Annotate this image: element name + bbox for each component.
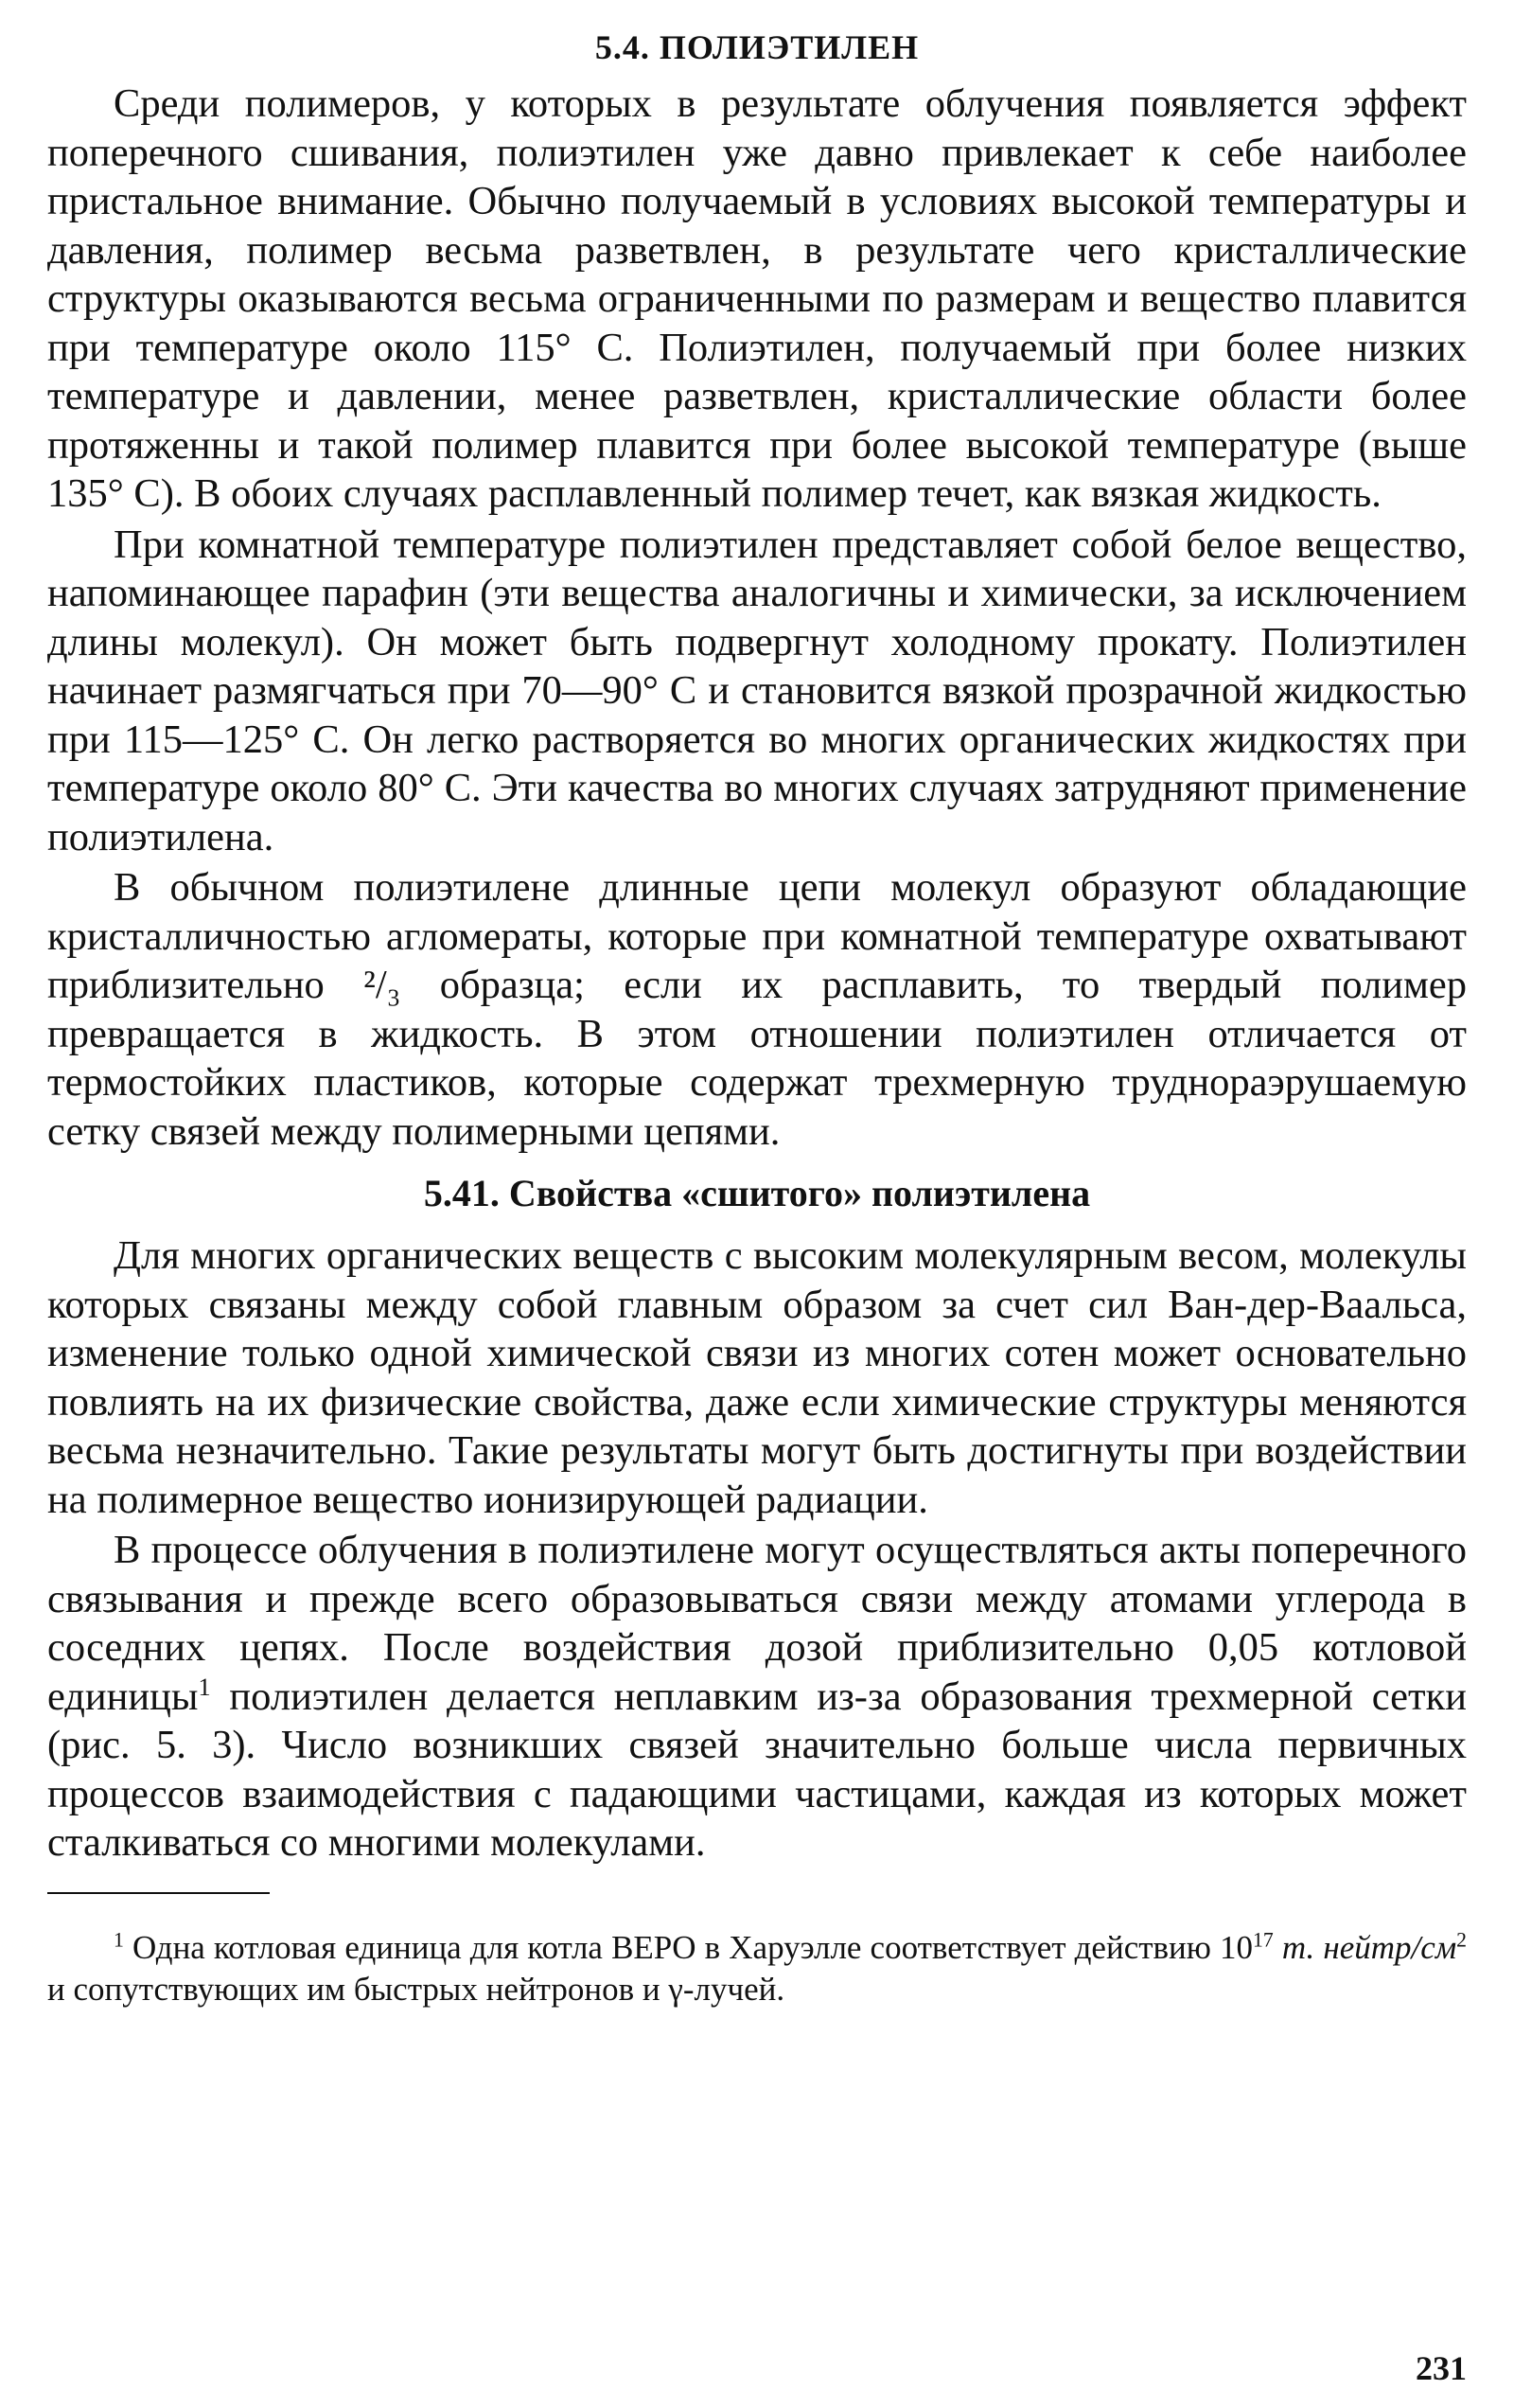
paragraph-irradiation <box>47 1526 1467 1868</box>
subsection-heading: 5.41. Свойства «сшитого» полиэтилена <box>423 1172 1091 1214</box>
footnote-unit: т. нейтр/см <box>1273 1928 1457 1966</box>
paragraph-irradiation-text-b: полиэтилен делается неплавким из-за образования трехмерной сетки (рис. 5. 3). Число возникших связей значительно больше числа первичных процессов взаимодействия с падающими частицами, каждая из которых может сталкиваться со многими молекулами. <box>47 1673 1467 1865</box>
footnote-unit-exponent: 2 <box>1456 1927 1467 1951</box>
paragraph-room-temperature: При комнатной температуре полиэтилен представляет собой белое вещество, напоминающее парафин (эти вещества аналогичны и химически, за исключением длины молекул). Он может быть подвергнут холодному прокату. Полиэтилен начинает размягчаться при 70—90° С и становится вязкой прозрачной жидкостью при 115—125° С. Он легко растворяется во многих органических жидкостях при температуре около 80° С. Эти качества во многих случаях затрудняют применение полиэтилена. <box>47 522 1467 859</box>
footnote-marker: 1 <box>114 1927 124 1951</box>
page-number: 231 <box>1416 2349 1467 2387</box>
paragraph-crystallinity: В обычном полиэтилене длинные цепи молекул образуют обладающие кристалличностью агломераты, которые при комнатной температуре охватывают приблизительно ²/₃ образца; если их расплавить, то твердый полимер превращается в жидкость. В этом отношении полиэтилен отличается от термостойких пластиков, которые содержат трехмерную труднораэрушаемую сетку связей между полимерными цепями. <box>47 865 1467 1154</box>
footnote-text-a: Одна котловая единица для котла BEPO в Харуэлле соответствует действию 10 <box>123 1928 1254 1966</box>
footnote-exponent: 17 <box>1253 1927 1274 1951</box>
paragraph-intro: Среди полимеров, у которых в результате облучения появляется эффект поперечного сшивания, полиэтилен уже давно привлекает к себе наиболее пристальное внимание. Обычно получаемый в условиях высокой температуры и давления, полимер весьма разветвлен, в результате чего кристаллические структуры оказываются весьма ограниченными по размерам и вещество плавится при температуре около 115° С. Полиэтилен, получаемый при более низких температуре и давлении, менее разветвлен, кристаллические области более протяженны и такой полимер плавится при более высокой температуре (выше 135° С). В обоих случаях расплавленный полимер течет, как вязкая жидкость. <box>47 81 1467 516</box>
footnote-text-b: и сопутствующих им быстрых нейтронов и γ-лучей. <box>47 1970 785 2008</box>
footnote-reference: 1 <box>198 1673 211 1701</box>
section-heading: 5.4. ПОЛИЭТИЛЕН <box>594 28 920 66</box>
paragraph-organic-substances: Для многих органических веществ с высоким молекулярным весом, молекулы которых связаны между собой главным образом за счет сил Ван-дер-Ваальса, изменение только одной химической связи из многих сотен может основательно повлиять на их физические свойства, даже если химические структуры меняются весьма незначительно. Такие результаты могут быть достигнуты при воздействии на полимерное вещество ионизирующей радиации. <box>47 1233 1467 1522</box>
paragraph-irradiation-text-a: В процессе облучения в полиэтилене могут осуществляться акты поперечного связывания и прежде всего образовываться связи между атомами углерода в соседних цепях. После воздействия дозой приблизительно 0,05 котловой единицы <box>47 1528 1467 1719</box>
footnote-divider <box>47 1892 270 1894</box>
footnote <box>47 1927 1467 2010</box>
book-page <box>47 21 1467 2387</box>
